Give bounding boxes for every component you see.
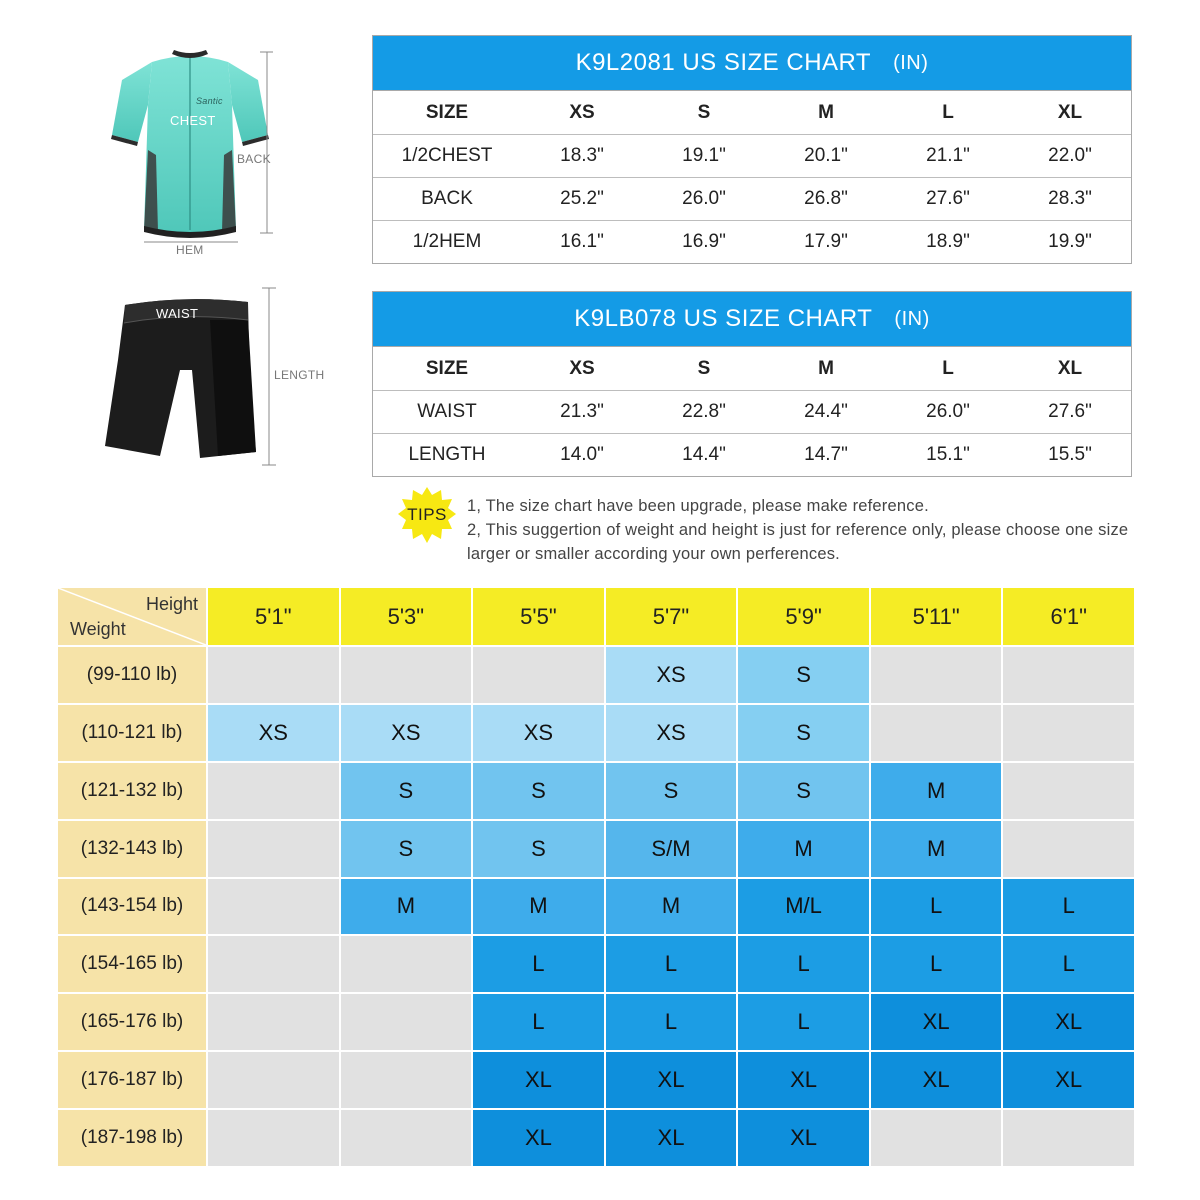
- size-cell: S: [738, 647, 869, 703]
- shorts-chart-row: [373, 433, 1131, 476]
- back-label: BACK: [237, 152, 271, 166]
- jersey-chart-cell: L: [942, 101, 954, 123]
- tips-badge-text: TIPS: [407, 505, 447, 524]
- shorts-chart-row-label: WAIST: [417, 401, 477, 422]
- size-cell: XL: [1003, 1052, 1134, 1108]
- size-cell: XS: [208, 705, 339, 761]
- shorts-chart-cell: XL: [1057, 357, 1083, 379]
- shorts-chart-cell: 14.4": [682, 444, 726, 465]
- size-cell: [208, 821, 339, 877]
- size-cell: M: [738, 821, 869, 877]
- shorts-chart-cell: S: [697, 357, 711, 379]
- size-cell: L: [606, 994, 737, 1050]
- shorts-chart-unit: (IN): [894, 307, 930, 330]
- height-header: 5'9": [738, 588, 869, 645]
- height-header: 5'7": [606, 588, 737, 645]
- corner-weight-label: Weight: [70, 619, 126, 639]
- size-cell: L: [738, 994, 869, 1050]
- size-cell: S/M: [606, 821, 737, 877]
- jersey-chart-cell: 20.1": [804, 145, 848, 166]
- jersey-chart-cell: S: [697, 101, 711, 123]
- jersey-chart-row-label: 1/2CHEST: [401, 145, 493, 166]
- jersey-chart-title: [373, 36, 1131, 91]
- weight-label: (121-132 lb): [58, 763, 206, 819]
- weight-label: (154-165 lb): [58, 936, 206, 992]
- jersey-chart-cell: 25.2": [560, 188, 604, 209]
- shorts-chart-cell: 24.4": [804, 401, 848, 422]
- size-cell: [208, 1110, 339, 1166]
- size-cell: XL: [738, 1110, 869, 1166]
- size-cell: [1003, 647, 1134, 703]
- size-cell: L: [871, 936, 1002, 992]
- shorts-chart-body: [373, 347, 1131, 476]
- shorts-chart-row-label: LENGTH: [408, 444, 486, 465]
- size-cell: [341, 1052, 472, 1108]
- size-cell: L: [871, 879, 1002, 935]
- size-cell: S: [341, 821, 472, 877]
- size-cell: [473, 647, 604, 703]
- jersey-chart-header-row: [373, 91, 1131, 134]
- jersey-chart-row: [373, 220, 1131, 263]
- hem-label: HEM: [176, 243, 204, 257]
- size-cell: L: [1003, 879, 1134, 935]
- shorts-chart-cell: 14.0": [560, 444, 604, 465]
- size-cell: [871, 647, 1002, 703]
- shorts-chart-cell: XS: [569, 357, 595, 379]
- weight-label: (143-154 lb): [58, 879, 206, 935]
- chest-label: CHEST: [170, 113, 216, 128]
- size-cell: S: [738, 763, 869, 819]
- size-cell: S: [341, 763, 472, 819]
- size-cell: [208, 647, 339, 703]
- shorts-chart-cell: 14.7": [804, 444, 848, 465]
- size-cell: M: [871, 763, 1002, 819]
- size-cell: [871, 1110, 1002, 1166]
- size-cell: [1003, 763, 1134, 819]
- size-cell: [208, 763, 339, 819]
- size-cell: XL: [473, 1052, 604, 1108]
- size-cell: [208, 936, 339, 992]
- size-cell: [208, 1052, 339, 1108]
- size-cell: XL: [738, 1052, 869, 1108]
- shorts-illustration: [100, 290, 325, 465]
- waist-label: WAIST: [156, 306, 199, 321]
- size-cell: [208, 879, 339, 935]
- jersey-chart-row-label: BACK: [421, 188, 473, 209]
- corner-height-label: Height: [145, 594, 198, 614]
- size-cell: [1003, 705, 1134, 761]
- jersey-chart-cell: 21.1": [926, 145, 970, 166]
- jersey-chart-cell: 17.9": [804, 231, 848, 252]
- jersey-chart-cell: 19.1": [682, 145, 726, 166]
- weight-label: (99-110 lb): [58, 647, 206, 703]
- weight-label: (176-187 lb): [58, 1052, 206, 1108]
- shorts-size-chart: [372, 291, 1132, 477]
- size-cell: L: [738, 936, 869, 992]
- size-cell: [341, 994, 472, 1050]
- jersey-chart-cell: XS: [569, 101, 595, 123]
- size-cell: XL: [473, 1110, 604, 1166]
- size-cell: M: [871, 821, 1002, 877]
- jersey-chart-unit: (IN): [893, 51, 929, 74]
- jersey-size-chart: [372, 35, 1132, 264]
- size-cell: [341, 1110, 472, 1166]
- shorts-chart-cell: 22.8": [682, 401, 726, 422]
- shorts-chart-header-row: [373, 347, 1131, 390]
- size-cell: L: [606, 936, 737, 992]
- weight-label: (165-176 lb): [58, 994, 206, 1050]
- size-cell: XL: [1003, 994, 1134, 1050]
- size-cell: [1003, 821, 1134, 877]
- size-cell: XS: [606, 647, 737, 703]
- shorts-chart-cell: 15.1": [926, 444, 970, 465]
- jersey-dimension-lines: [130, 50, 280, 250]
- jersey-chart-cell: 16.1": [560, 231, 604, 252]
- height-weight-grid: [58, 588, 1134, 1166]
- size-cell: S: [738, 705, 869, 761]
- size-cell: L: [1003, 936, 1134, 992]
- jersey-chart-title-text: K9L2081 US SIZE CHART: [575, 49, 872, 76]
- height-header: 5'11": [871, 588, 1002, 645]
- tips-badge: [398, 486, 456, 544]
- jersey-chart-body: [373, 91, 1131, 263]
- size-cell: S: [473, 763, 604, 819]
- shorts-dimension-lines: [250, 285, 280, 475]
- jersey-chart-cell: M: [818, 101, 834, 123]
- height-header: 5'1": [208, 588, 339, 645]
- size-cell: M: [341, 879, 472, 935]
- size-cell: S: [606, 763, 737, 819]
- shorts-chart-cell: 21.3": [560, 401, 604, 422]
- jersey-chart-cell: XL: [1057, 101, 1083, 123]
- size-cell: [1003, 1110, 1134, 1166]
- jersey-chart-row: [373, 177, 1131, 220]
- weight-label: (110-121 lb): [58, 705, 206, 761]
- jersey-chart-cell: 27.6": [926, 188, 970, 209]
- jersey-chart-cell: 28.3": [1048, 188, 1092, 209]
- size-cell: [341, 936, 472, 992]
- size-cell: XS: [473, 705, 604, 761]
- weight-label: (132-143 lb): [58, 821, 206, 877]
- size-cell: XL: [871, 1052, 1002, 1108]
- shorts-chart-cell: 15.5": [1048, 444, 1092, 465]
- jersey-chart-row-label: 1/2HEM: [412, 231, 482, 252]
- jersey-chart-cell: 26.0": [682, 188, 726, 209]
- jersey-chart-cell: 22.0": [1048, 145, 1092, 166]
- tips-text: [467, 494, 1147, 566]
- size-cell: XL: [871, 994, 1002, 1050]
- size-cell: M/L: [738, 879, 869, 935]
- size-cell: [208, 994, 339, 1050]
- shorts-chart-cell: M: [818, 357, 834, 379]
- size-cell: XS: [606, 705, 737, 761]
- size-cell: XS: [341, 705, 472, 761]
- size-cell: M: [473, 879, 604, 935]
- jersey-chart-cell: 18.9": [926, 231, 970, 252]
- length-label: LENGTH: [274, 368, 325, 382]
- shorts-chart-cell: 26.0": [926, 401, 970, 422]
- jersey-chart-row: [373, 134, 1131, 177]
- jersey-chart-cell: 19.9": [1048, 231, 1092, 252]
- size-cell: L: [473, 936, 604, 992]
- size-cell: M: [606, 879, 737, 935]
- grid-corner: [58, 588, 206, 645]
- size-cell: L: [473, 994, 604, 1050]
- size-cell: XL: [606, 1052, 737, 1108]
- shorts-chart-cell: L: [942, 357, 954, 379]
- tip-line-1: 1, The size chart have been upgrade, please make reference.: [467, 497, 929, 515]
- weight-label: (187-198 lb): [58, 1110, 206, 1166]
- jersey-chart-cell: 18.3": [560, 145, 604, 166]
- shorts-chart-title: [373, 292, 1131, 347]
- height-header: 5'5": [473, 588, 604, 645]
- shorts-chart-row-label: SIZE: [425, 357, 469, 379]
- shorts-chart-row: [373, 390, 1131, 433]
- tip-line-2: 2, This suggertion of weight and height is just for reference only, please choose one size larger or smaller according your own perferences.: [467, 521, 1129, 563]
- height-header: 5'3": [341, 588, 472, 645]
- size-cell: S: [473, 821, 604, 877]
- jersey-chart-cell: 26.8": [804, 188, 848, 209]
- brand-label: Santic: [196, 96, 223, 106]
- size-cell: [341, 647, 472, 703]
- shorts-chart-title-text: K9LB078 US SIZE CHART: [574, 305, 873, 332]
- height-header: 6'1": [1003, 588, 1134, 645]
- shorts-chart-cell: 27.6": [1048, 401, 1092, 422]
- size-cell: XL: [606, 1110, 737, 1166]
- size-cell: [871, 705, 1002, 761]
- jersey-chart-row-label: SIZE: [425, 101, 469, 123]
- jersey-chart-cell: 16.9": [682, 231, 726, 252]
